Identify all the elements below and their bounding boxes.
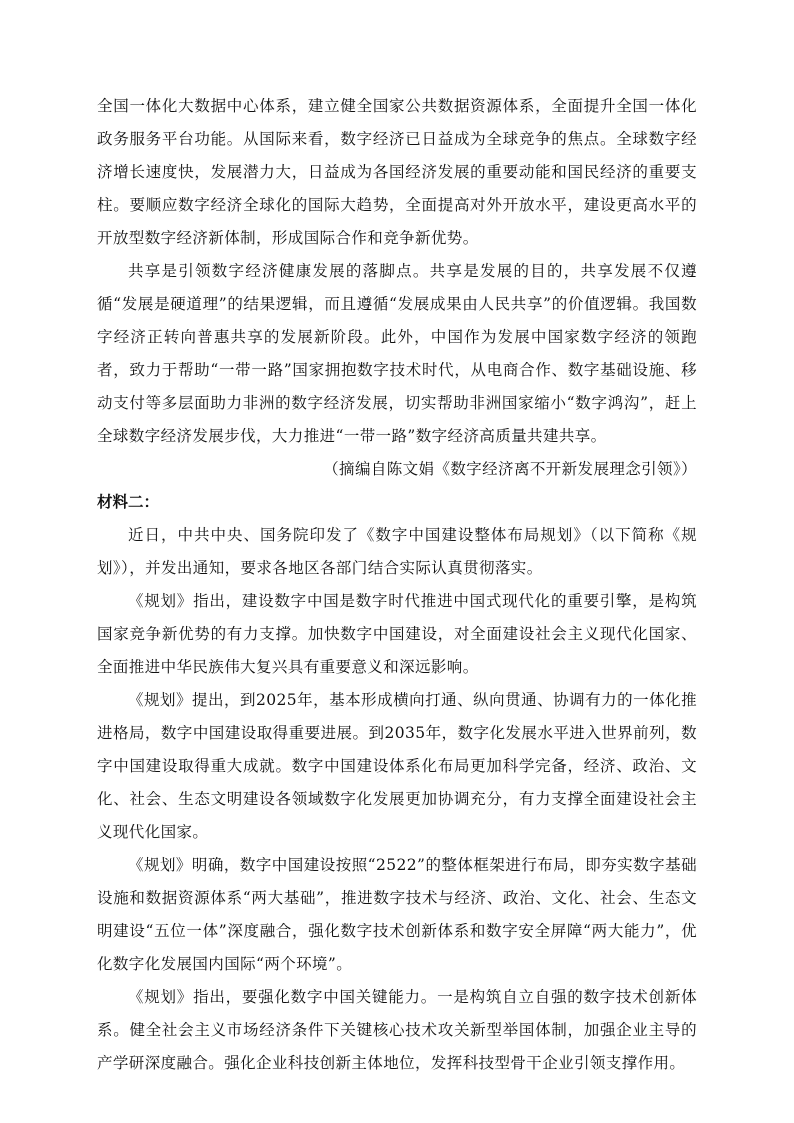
material1-sharing-paragraph: 共享是引领数字经济健康发展的落脚点。共享是发展的目的，共享发展不仅遵循“发展是硬道理”的结果逻辑，而且遵循“发展成果由人民共享”的价值逻辑。我国数字经济正转向普惠共享的发展新阶段。此外，中国作为发展中国家数字经济的领跑者，致力于帮助“一带一路”国家拥抱数字技术时代，从电商合作、数字基础设施、移动支付等多层面助力非洲的数字经济发展，切实帮助非洲国家缩小“数字鸿沟”，赶上全球数字经济发展步伐，大力推进“一带一路”数字经济高质量共建共享。 (97, 262, 697, 445)
material1-continuation-paragraph: 全国一体化大数据中心体系，建立健全国家公共数据资源体系，全面提升全国一体化政务服务平台功能。从国际来看，数字经济已日益成为全球竞争的焦点。全球数字经济增长速度快，发展潜力大，日益成为各国经济发展的重要动能和国民经济的重要支柱。要顺应数字经济全球化的国际大趋势，全面提高对外开放水平，建设更高水平的开放型数字经济新体制，形成国际合作和竞争新优势。 (97, 97, 697, 247)
material2-paragraph-2: 《规划》指出，建设数字中国是数字时代推进中国式现代化的重要引擎，是构筑国家竞争新优势的有力支撑。加快数字中国建设，对全面建设社会主义现代化国家、全面推进中华民族伟大复兴具有重要意义和深远影响。 (97, 592, 697, 676)
material2-paragraph-5: 《规划》指出，要强化数字中国关键能力。一是构筑自立自强的数字技术创新体系。健全社会主义市场经济条件下关键核心技术攻关新型举国体制，加强企业主导的产学研深度融合。强化企业科技创新主体地位，发挥科技型骨干企业引领支撑作用。 (97, 988, 697, 1072)
document-page (97, 90, 697, 1080)
material2-paragraph-4: 《规划》明确，数字中国建设按照“2522”的整体框架进行布局，即夯实数字基础设施和数据资源体系“两大基础”，推进数字技术与经济、政治、文化、社会、生态文明建设“五位一体”深度融合，强化数字技术创新体系和数字安全屏障“两大能力”，优化数字化发展国内国际“两个环境”。 (97, 856, 697, 973)
material2-paragraph-1: 近日，中共中央、国务院印发了《数字中国建设整体布局规划》（以下简称《规划》），并发出通知，要求各地区各部门结合实际认真贯彻落实。 (97, 526, 697, 577)
material2-heading: 材料二： (97, 493, 160, 511)
material2-paragraph-3: 《规划》提出，到2025年，基本形成横向打通、纵向贯通、协调有力的一体化推进格局，数字中国建设取得重要进展。到2035年，数字化发展水平进入世界前列，数字中国建设取得重大成就。数字中国建设体系化布局更加科学完备，经济、政治、文化、社会、生态文明建设各领域数字化发展更加协调充分，有力支撑全面建设社会主义现代化国家。 (97, 691, 697, 841)
material1-source-citation: （摘编自陈文娟《数字经济离不开新发展理念引领》） (323, 460, 697, 478)
